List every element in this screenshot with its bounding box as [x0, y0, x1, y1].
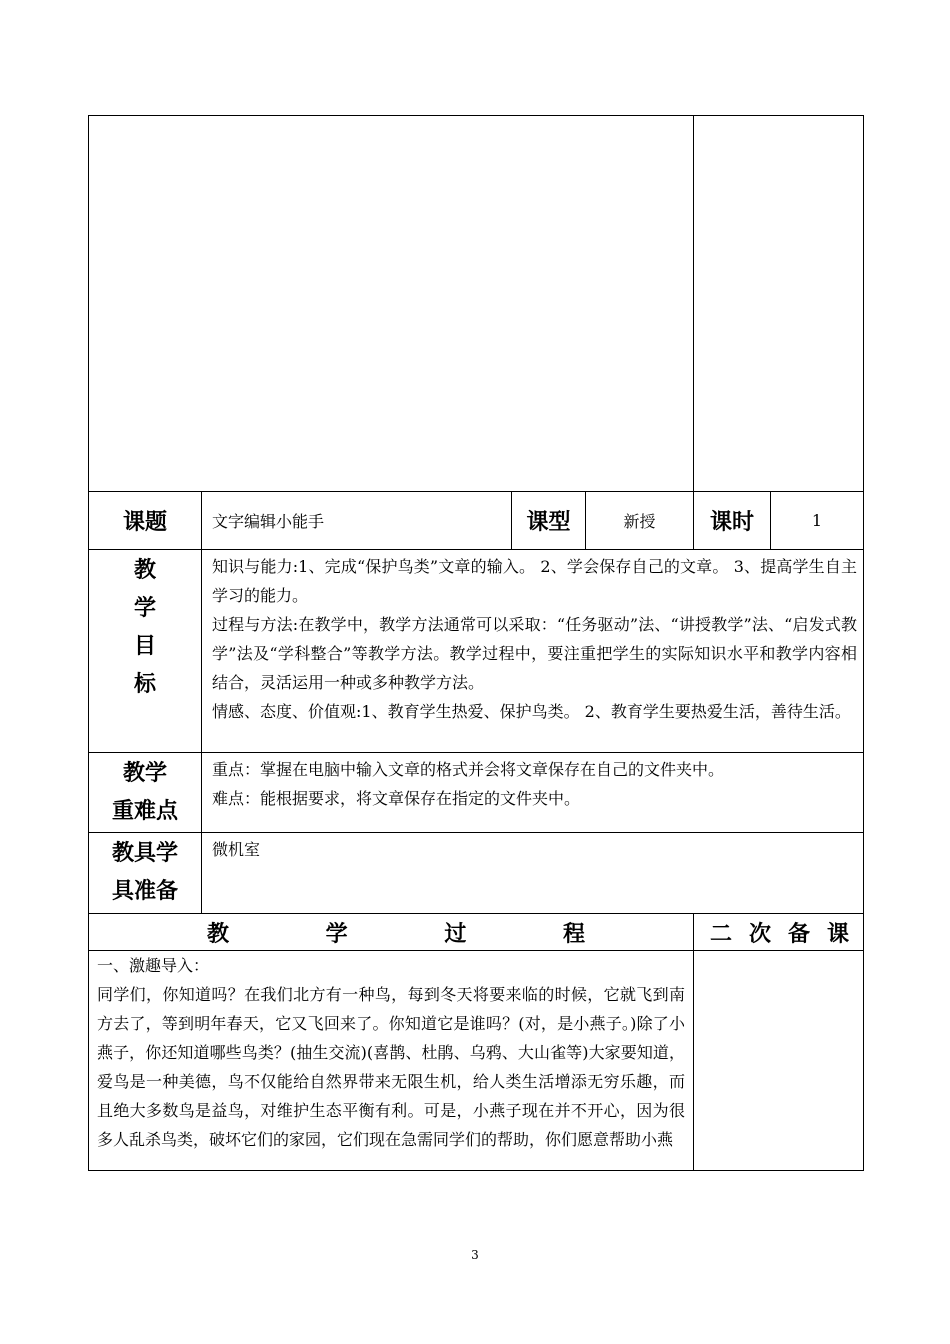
- process-header-char: 过: [444, 921, 467, 947]
- process-header: [89, 914, 694, 951]
- second-prep-char: 课: [826, 921, 849, 947]
- keypoints-label-line: 重难点: [111, 799, 178, 824]
- process-header-char: 程: [562, 921, 585, 947]
- tools-label-line: 具准备: [111, 879, 178, 904]
- goals-process: 过程与方法:在教学中，教学方法通常可以采取：“任务驱动”法、“讲授教学”法、“启发式教学”法及“学科整合”等教学方法。教学过程中，要注重把学生的实际知识水平和教学内容相结合，灵活运用一种或多种教学方法。: [212, 615, 857, 692]
- goals-attitude: 情感、态度、价值观:1、教育学生热爱、保护鸟类。 2、教育学生要热爱生活，善待生活。: [212, 702, 851, 721]
- goals-text: [202, 550, 864, 753]
- second-prep-cell: [694, 951, 864, 1171]
- goals-label-char: 教: [133, 558, 156, 583]
- tools-text: 微机室: [202, 833, 864, 914]
- lesson-plan-table: [88, 115, 864, 1171]
- hours-value: 1: [771, 492, 864, 550]
- goals-knowledge: 知识与能力:1、完成“保护鸟类”文章的输入。 2、学会保存自己的文章。 3、提高学生自主学习的能力。: [212, 557, 857, 605]
- goals-label: [89, 550, 202, 753]
- keypoints-row: [89, 753, 864, 833]
- blank-side-cell: [694, 116, 864, 492]
- goals-label-char: 标: [133, 672, 156, 697]
- blank-main-cell: [89, 116, 694, 492]
- keypoints-label-line: 教学: [122, 761, 167, 786]
- tools-row: [89, 833, 864, 914]
- goals-label-char: 学: [133, 596, 156, 621]
- goals-label-char: 目: [133, 634, 156, 659]
- page-number: 3: [471, 1248, 479, 1262]
- goals-row: [89, 550, 864, 753]
- topic-value: 文字编辑小能手: [202, 492, 512, 550]
- keypoints-label: [89, 753, 202, 833]
- second-prep-char: 备: [787, 921, 810, 947]
- keypoint-focus: 重点：掌握在电脑中输入文章的格式并会将文章保存在自己的文件夹中。: [212, 760, 725, 779]
- type-label: 课型: [512, 492, 586, 550]
- process-body-row: [89, 951, 864, 1171]
- keypoints-text: [202, 753, 864, 833]
- keypoint-difficulty: 难点：能根据要求，将文章保存在指定的文件夹中。: [212, 789, 581, 808]
- process-header-char: 学: [325, 921, 348, 947]
- type-value: 新授: [586, 492, 694, 550]
- second-prep-char: 二: [710, 921, 733, 947]
- topic-label: 课题: [89, 492, 202, 550]
- hours-label: 课时: [694, 492, 771, 550]
- process-header-char: 教: [207, 921, 230, 947]
- second-prep-header: [694, 914, 864, 951]
- process-body: [89, 951, 693, 1169]
- blank-row: [89, 116, 864, 492]
- process-header-row: [89, 914, 864, 951]
- tools-label-line: 教具学: [111, 841, 178, 866]
- process-body-cell: [89, 951, 694, 1171]
- tools-label: [89, 833, 202, 914]
- topic-row: [89, 492, 864, 550]
- process-paragraph: 同学们，你知道吗？在我们北方有一种鸟，每到冬天将要来临的时候，它就飞到南方去了，等到明年春天，它又飞回来了。你知道它是谁吗？(对，是小燕子。)除了小燕子，你还知道哪些鸟类？(抽生交流)(喜鹊、杜鹃、乌鸦、大山雀等)大家要知道，爱鸟是一种美德，鸟不仅能给自然界带来无限生机，给人类生活增添无穷乐趣，而且绝大多数鸟是益鸟，对维护生态平衡有利。可是，小燕子现在并不开心，因为很多人乱杀鸟类，破坏它们的家园，它们现在急需同学们的帮助，你们愿意帮助小燕: [97, 985, 685, 1149]
- process-section-title: 一、激趣导入：: [97, 956, 210, 975]
- second-prep-char: 次: [748, 921, 771, 947]
